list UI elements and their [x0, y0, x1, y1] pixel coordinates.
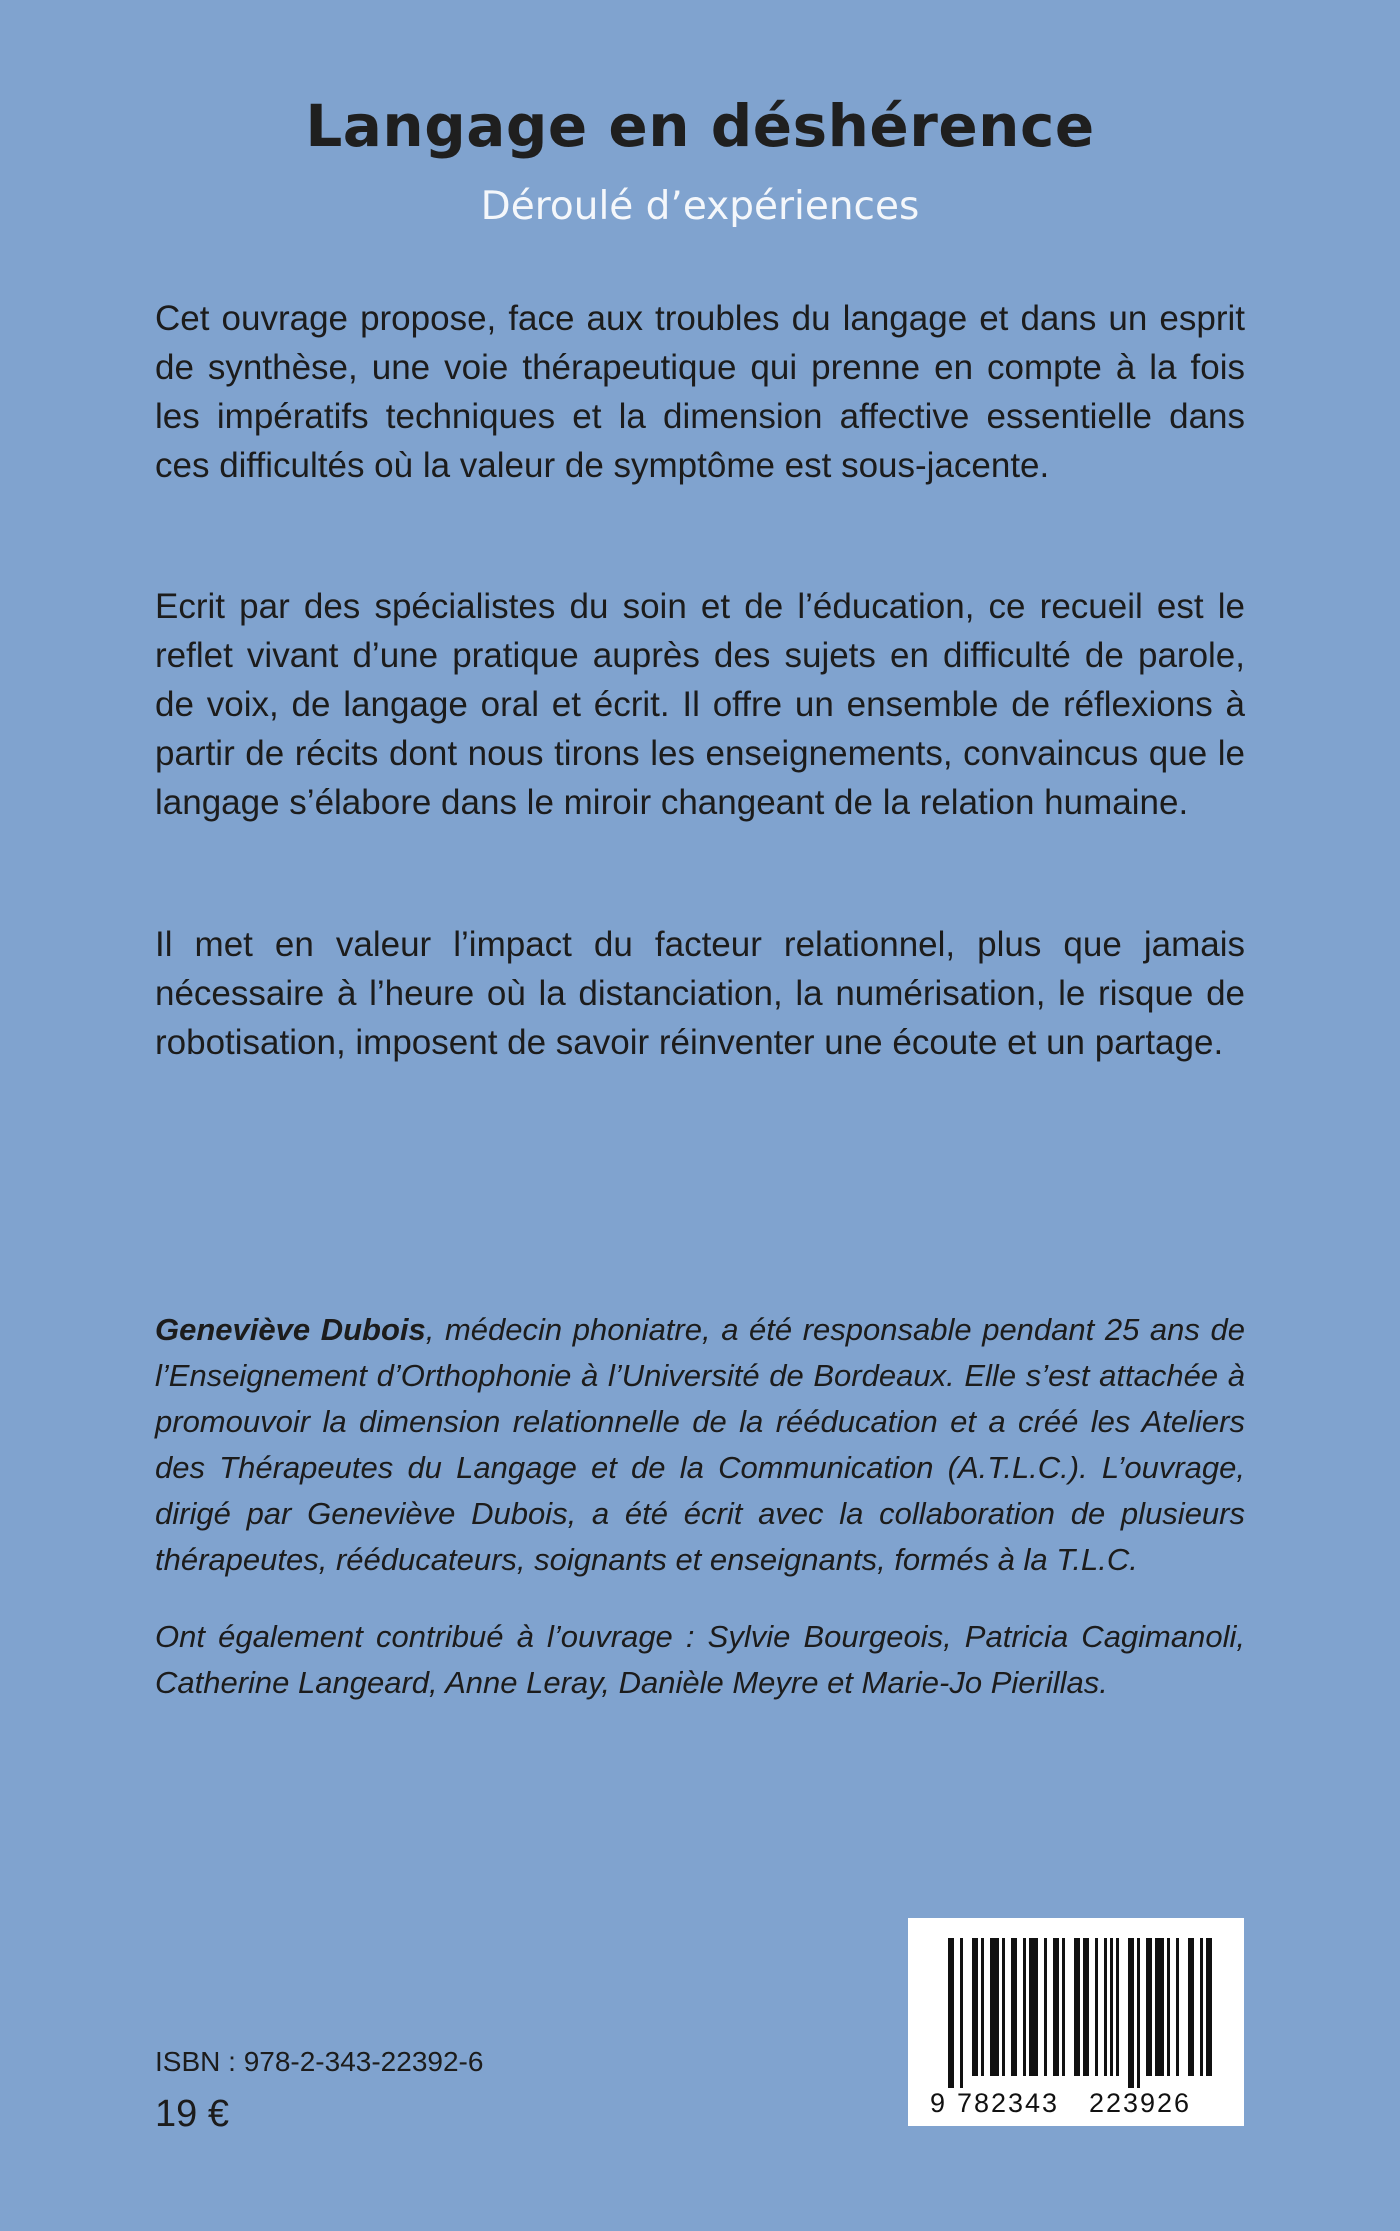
- blurb-paragraph-1: Cet ouvrage propose, face aux troubles du langage et dans un esprit de synthèse, une voie thérapeutique qui prenne en compte à la fois les impératifs techniques et la dimension affective essentielle dans ces difficultés où la valeur de symptôme est sous-jacente.: [155, 299, 1245, 485]
- author-bio: [155, 1307, 1245, 1583]
- barcode-bar: [1128, 1938, 1134, 2088]
- price-label: 19 €: [155, 2093, 229, 2135]
- barcode-bar: [1200, 1938, 1203, 2076]
- barcode-digits-left: 782343: [956, 2088, 1060, 2118]
- barcode-bar: [960, 1938, 963, 2088]
- barcode-bar: [1044, 1938, 1047, 2076]
- barcode-bar: [1146, 1938, 1152, 2076]
- blurb-paragraph-2: Ecrit par des spécialistes du soin et de l’éducation, ce recueil est le reflet vivant d’une pratique auprès des sujets en difficulté de parole, de voix, de langage oral et écrit. Il offre un ensemble de réflexions à partir de récits dont nous tirons les enseignements, convaincus que le langage s’élabore dans le miroir changeant de la relation humaine.: [155, 587, 1245, 822]
- contributors-note: Ont également contribué à l’ouvrage : Sylvie Bourgeois, Patricia Cagimanoli, Catherine Langeard, Anne Leray, Danièle Meyre et Marie-Jo Pierillas.: [155, 1619, 1245, 1700]
- barcode-bar: [981, 1938, 984, 2076]
- barcode-bar: [1116, 1938, 1119, 2076]
- barcode-graphic: [908, 1918, 1244, 2126]
- barcode-bar: [972, 1938, 978, 2076]
- barcode-bar: [1029, 1938, 1038, 2076]
- book-title: Langage en déshérence: [305, 92, 1095, 160]
- barcode-bar: [1023, 1938, 1026, 2076]
- barcode-bar: [1095, 1938, 1098, 2076]
- barcode-bar: [1206, 1938, 1212, 2076]
- barcode-bar: [1110, 1938, 1113, 2076]
- barcode: [908, 1918, 1244, 2126]
- isbn-label: ISBN : 978-2-343-22392-6: [155, 2046, 484, 2077]
- blurb-paragraph-3: Il met en valeur l’impact du facteur relationnel, plus que jamais nécessaire à l’heure où la distanciation, la numérisation, le risque de robotisation, imposent de savoir réinventer une écoute et un partage.: [155, 925, 1245, 1062]
- barcode-bar: [1104, 1938, 1107, 2076]
- author-bio-text: , médecin phoniatre, a été responsable pendant 25 ans de l’Enseignement d’Orthophonie à l’Université de Bordeaux. Elle s’est attachée à promouvoir la dimension relationnelle de la rééducation et a créé les Ateliers des Thérapeutes du Langage et de la Communication (A.T.L.C.). L’ouvrage, dirigé par Geneviève Dubois, a été écrit avec la collaboration de plusieurs thérapeutes, rééducateurs, soignants et enseignants, formés à la T.L.C.: [155, 1312, 1245, 1577]
- barcode-bar: [1155, 1938, 1164, 2076]
- barcode-bar: [1137, 1938, 1140, 2088]
- barcode-bars: [948, 1938, 1212, 2088]
- barcode-bar: [990, 1938, 999, 2076]
- barcode-bar: [1053, 1938, 1059, 2076]
- barcode-bar: [1176, 1938, 1179, 2076]
- barcode-bar: [1062, 1938, 1065, 2076]
- barcode-bar: [1002, 1938, 1005, 2076]
- book-subtitle: Déroulé d’expériences: [480, 184, 920, 229]
- barcode-bar: [1188, 1938, 1194, 2076]
- author-name: Geneviève Dubois: [155, 1312, 426, 1347]
- barcode-bar: [1083, 1938, 1089, 2076]
- barcode-digit-first: 9: [930, 2088, 946, 2118]
- barcode-bar: [1167, 1938, 1170, 2076]
- barcode-bar: [1074, 1938, 1080, 2076]
- barcode-bar: [948, 1938, 954, 2088]
- barcode-digits-right: 223926: [1088, 2088, 1192, 2118]
- barcode-bar: [1011, 1938, 1017, 2076]
